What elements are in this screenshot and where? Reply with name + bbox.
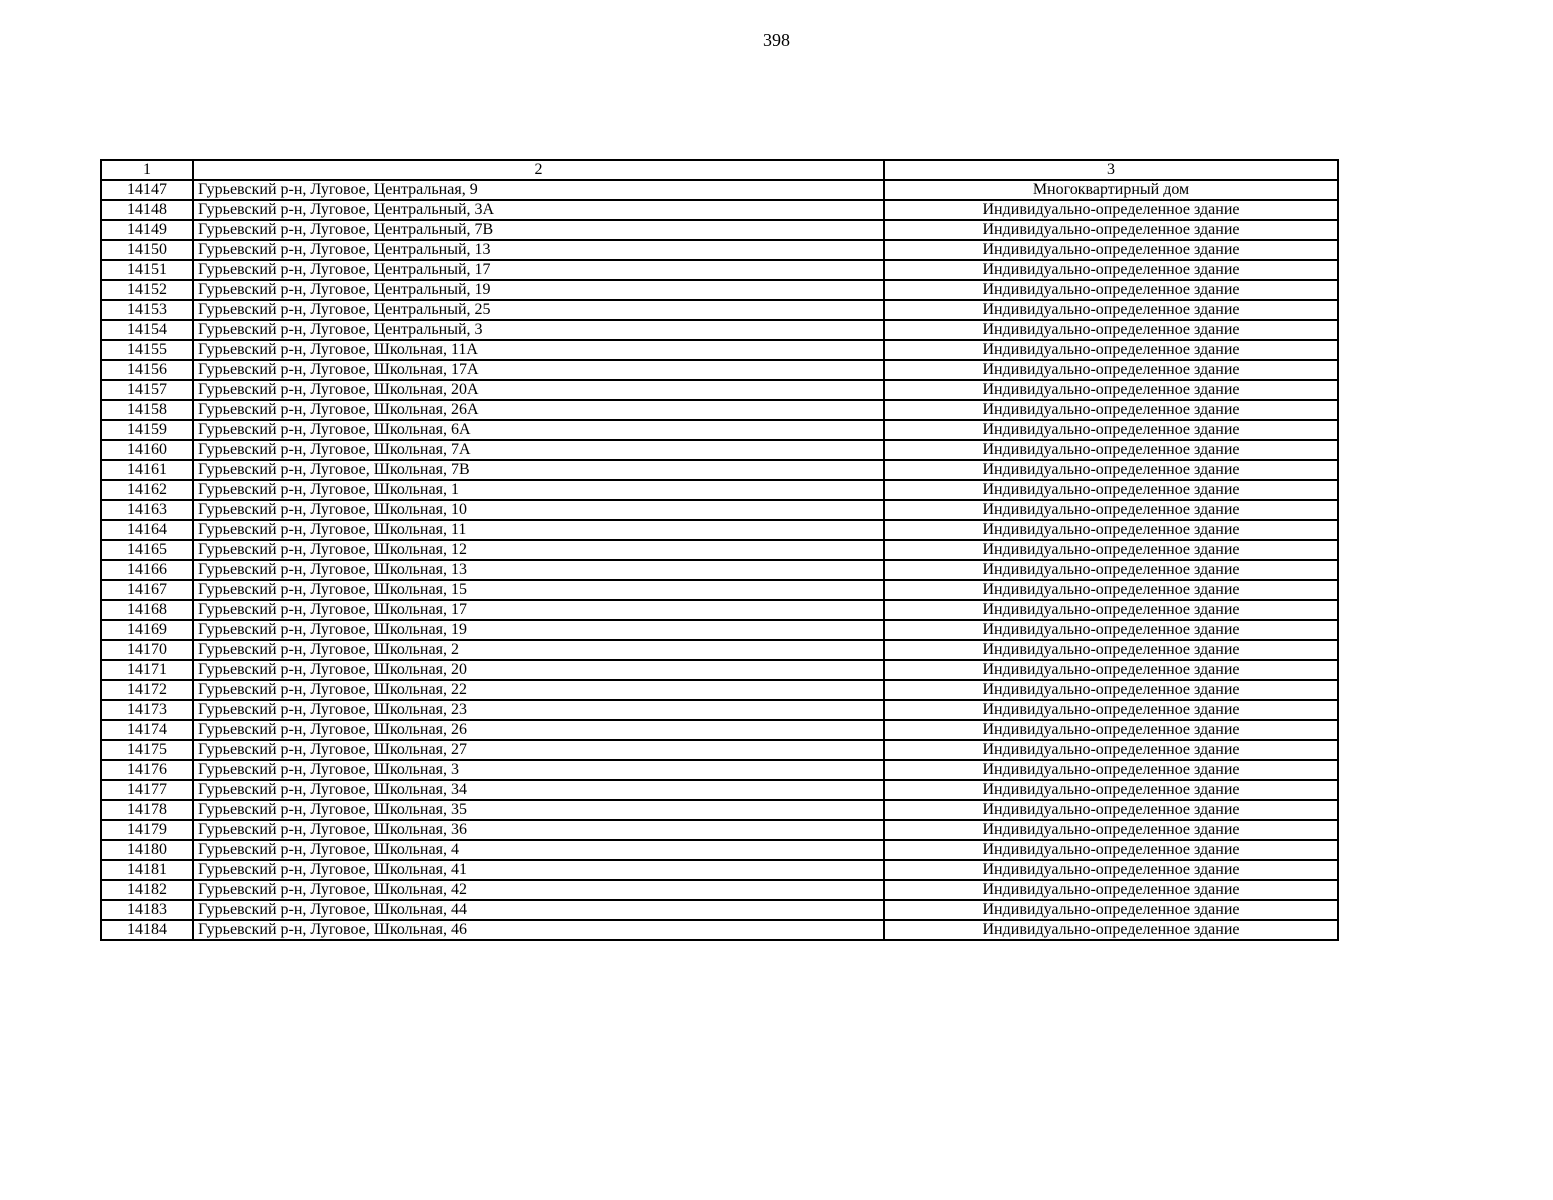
row-number-cell: 14171: [101, 660, 193, 680]
row-number-cell: 14174: [101, 720, 193, 740]
address-cell: Гурьевский р-н, Луговое, Школьная, 42: [193, 880, 884, 900]
row-number-cell: 14181: [101, 860, 193, 880]
table-row: [101, 360, 1338, 380]
address-cell: Гурьевский р-н, Луговое, Школьная, 23: [193, 700, 884, 720]
object-type-cell: Индивидуально-определенное здание: [884, 740, 1338, 760]
table-row: [101, 420, 1338, 440]
table-row: [101, 240, 1338, 260]
address-cell: Гурьевский р-н, Луговое, Школьная, 2: [193, 640, 884, 660]
row-number-cell: 14153: [101, 300, 193, 320]
row-number-cell: 14154: [101, 320, 193, 340]
table-row: [101, 540, 1338, 560]
table-row: [101, 320, 1338, 340]
table-row: [101, 780, 1338, 800]
address-cell: Гурьевский р-н, Луговое, Школьная, 7А: [193, 440, 884, 460]
object-type-cell: Индивидуально-определенное здание: [884, 260, 1338, 280]
object-type-cell: Индивидуально-определенное здание: [884, 520, 1338, 540]
object-type-cell: Индивидуально-определенное здание: [884, 580, 1338, 600]
address-cell: Гурьевский р-н, Луговое, Школьная, 20А: [193, 380, 884, 400]
table-row: [101, 680, 1338, 700]
table-row: [101, 500, 1338, 520]
row-number-cell: 14151: [101, 260, 193, 280]
object-type-cell: Индивидуально-определенное здание: [884, 760, 1338, 780]
row-number-cell: 14156: [101, 360, 193, 380]
object-type-cell: Индивидуально-определенное здание: [884, 440, 1338, 460]
object-type-cell: Индивидуально-определенное здание: [884, 500, 1338, 520]
table-row: [101, 640, 1338, 660]
address-cell: Гурьевский р-н, Луговое, Школьная, 44: [193, 900, 884, 920]
table-row: [101, 220, 1338, 240]
table-row: [101, 880, 1338, 900]
object-type-cell: Индивидуально-определенное здание: [884, 820, 1338, 840]
address-cell: Гурьевский р-н, Луговое, Школьная, 10: [193, 500, 884, 520]
row-number-cell: 14152: [101, 280, 193, 300]
object-type-cell: Индивидуально-определенное здание: [884, 200, 1338, 220]
address-cell: Гурьевский р-н, Луговое, Школьная, 11: [193, 520, 884, 540]
address-cell: Гурьевский р-н, Луговое, Школьная, 1: [193, 480, 884, 500]
row-number-cell: 14177: [101, 780, 193, 800]
row-number-cell: 14179: [101, 820, 193, 840]
table-row: [101, 260, 1338, 280]
address-cell: Гурьевский р-н, Луговое, Центральный, 13: [193, 240, 884, 260]
registry-table: [100, 159, 1339, 941]
address-cell: Гурьевский р-н, Луговое, Школьная, 20: [193, 660, 884, 680]
row-number-cell: 14159: [101, 420, 193, 440]
row-number-cell: 14165: [101, 540, 193, 560]
table-row: [101, 400, 1338, 420]
address-cell: Гурьевский р-н, Луговое, Школьная, 19: [193, 620, 884, 640]
row-number-cell: 14172: [101, 680, 193, 700]
table-row: [101, 660, 1338, 680]
address-cell: Гурьевский р-н, Луговое, Школьная, 15: [193, 580, 884, 600]
address-cell: Гурьевский р-н, Луговое, Школьная, 7В: [193, 460, 884, 480]
object-type-cell: Индивидуально-определенное здание: [884, 300, 1338, 320]
object-type-cell: Индивидуально-определенное здание: [884, 680, 1338, 700]
table-row: [101, 340, 1338, 360]
row-number-cell: 14147: [101, 180, 193, 200]
object-type-cell: Индивидуально-определенное здание: [884, 360, 1338, 380]
object-type-cell: Индивидуально-определенное здание: [884, 880, 1338, 900]
table-row: [101, 380, 1338, 400]
row-number-cell: 14163: [101, 500, 193, 520]
header-row: [101, 160, 1338, 180]
address-cell: Гурьевский р-н, Луговое, Центральный, 3: [193, 320, 884, 340]
header-cell-number: 1: [101, 160, 193, 180]
table-row: [101, 440, 1338, 460]
table-row: [101, 720, 1338, 740]
table-row: [101, 280, 1338, 300]
table-row: [101, 520, 1338, 540]
object-type-cell: Индивидуально-определенное здание: [884, 540, 1338, 560]
table-row: [101, 180, 1338, 200]
row-number-cell: 14175: [101, 740, 193, 760]
address-cell: Гурьевский р-н, Луговое, Школьная, 12: [193, 540, 884, 560]
address-cell: Гурьевский р-н, Луговое, Школьная, 35: [193, 800, 884, 820]
row-number-cell: 14160: [101, 440, 193, 460]
row-number-cell: 14170: [101, 640, 193, 660]
address-cell: Гурьевский р-н, Луговое, Школьная, 13: [193, 560, 884, 580]
address-cell: Гурьевский р-н, Луговое, Школьная, 26А: [193, 400, 884, 420]
address-cell: Гурьевский р-н, Луговое, Центральный, 19: [193, 280, 884, 300]
table-row: [101, 580, 1338, 600]
object-type-cell: Индивидуально-определенное здание: [884, 720, 1338, 740]
address-cell: Гурьевский р-н, Луговое, Центральный, 17: [193, 260, 884, 280]
table-row: [101, 200, 1338, 220]
table-row: [101, 700, 1338, 720]
table-row: [101, 840, 1338, 860]
object-type-cell: Индивидуально-определенное здание: [884, 220, 1338, 240]
address-cell: Гурьевский р-н, Луговое, Школьная, 26: [193, 720, 884, 740]
row-number-cell: 14157: [101, 380, 193, 400]
object-type-cell: Индивидуально-определенное здание: [884, 240, 1338, 260]
address-cell: Гурьевский р-н, Луговое, Школьная, 46: [193, 920, 884, 940]
table-row: [101, 860, 1338, 880]
row-number-cell: 14180: [101, 840, 193, 860]
object-type-cell: Индивидуально-определенное здание: [884, 900, 1338, 920]
row-number-cell: 14162: [101, 480, 193, 500]
object-type-cell: Индивидуально-определенное здание: [884, 660, 1338, 680]
table-row: [101, 480, 1338, 500]
row-number-cell: 14184: [101, 920, 193, 940]
table-row: [101, 600, 1338, 620]
address-cell: Гурьевский р-н, Луговое, Центральная, 9: [193, 180, 884, 200]
row-number-cell: 14178: [101, 800, 193, 820]
address-cell: Гурьевский р-н, Луговое, Школьная, 4: [193, 840, 884, 860]
object-type-cell: Индивидуально-определенное здание: [884, 560, 1338, 580]
address-cell: Гурьевский р-н, Луговое, Школьная, 41: [193, 860, 884, 880]
address-cell: Гурьевский р-н, Луговое, Центральный, 25: [193, 300, 884, 320]
row-number-cell: 14183: [101, 900, 193, 920]
table-row: [101, 740, 1338, 760]
address-cell: Гурьевский р-н, Луговое, Школьная, 11А: [193, 340, 884, 360]
object-type-cell: Индивидуально-определенное здание: [884, 800, 1338, 820]
table-row: [101, 620, 1338, 640]
object-type-cell: Индивидуально-определенное здание: [884, 600, 1338, 620]
object-type-cell: Индивидуально-определенное здание: [884, 460, 1338, 480]
table-row: [101, 820, 1338, 840]
object-type-cell: Индивидуально-определенное здание: [884, 380, 1338, 400]
object-type-cell: Индивидуально-определенное здание: [884, 340, 1338, 360]
object-type-cell: Индивидуально-определенное здание: [884, 780, 1338, 800]
row-number-cell: 14155: [101, 340, 193, 360]
object-type-cell: Индивидуально-определенное здание: [884, 400, 1338, 420]
object-type-cell: Многоквартирный дом: [884, 180, 1338, 200]
object-type-cell: Индивидуально-определенное здание: [884, 920, 1338, 940]
object-type-cell: Индивидуально-определенное здание: [884, 320, 1338, 340]
row-number-cell: 14176: [101, 760, 193, 780]
row-number-cell: 14149: [101, 220, 193, 240]
table-row: [101, 560, 1338, 580]
address-cell: Гурьевский р-н, Луговое, Центральный, 3А: [193, 200, 884, 220]
page-number: 398: [763, 30, 790, 50]
row-number-cell: 14167: [101, 580, 193, 600]
row-number-cell: 14150: [101, 240, 193, 260]
address-cell: Гурьевский р-н, Луговое, Школьная, 22: [193, 680, 884, 700]
row-number-cell: 14148: [101, 200, 193, 220]
object-type-cell: Индивидуально-определенное здание: [884, 420, 1338, 440]
registry-table-body: [101, 160, 1338, 940]
object-type-cell: Индивидуально-определенное здание: [884, 620, 1338, 640]
object-type-cell: Индивидуально-определенное здание: [884, 840, 1338, 860]
row-number-cell: 14168: [101, 600, 193, 620]
address-cell: Гурьевский р-н, Луговое, Школьная, 34: [193, 780, 884, 800]
address-cell: Гурьевский р-н, Луговое, Школьная, 27: [193, 740, 884, 760]
row-number-cell: 14173: [101, 700, 193, 720]
header-cell-type: 3: [884, 160, 1338, 180]
row-number-cell: 14182: [101, 880, 193, 900]
address-cell: Гурьевский р-н, Луговое, Центральный, 7В: [193, 220, 884, 240]
row-number-cell: 14161: [101, 460, 193, 480]
address-cell: Гурьевский р-н, Луговое, Школьная, 6А: [193, 420, 884, 440]
object-type-cell: Индивидуально-определенное здание: [884, 700, 1338, 720]
object-type-cell: Индивидуально-определенное здание: [884, 480, 1338, 500]
table-row: [101, 920, 1338, 940]
row-number-cell: 14158: [101, 400, 193, 420]
address-cell: Гурьевский р-н, Луговое, Школьная, 36: [193, 820, 884, 840]
row-number-cell: 14169: [101, 620, 193, 640]
object-type-cell: Индивидуально-определенное здание: [884, 640, 1338, 660]
address-cell: Гурьевский р-н, Луговое, Школьная, 17: [193, 600, 884, 620]
row-number-cell: 14166: [101, 560, 193, 580]
table-row: [101, 460, 1338, 480]
header-cell-address: 2: [193, 160, 884, 180]
address-cell: Гурьевский р-н, Луговое, Школьная, 3: [193, 760, 884, 780]
address-cell: Гурьевский р-н, Луговое, Школьная, 17А: [193, 360, 884, 380]
table-row: [101, 300, 1338, 320]
object-type-cell: Индивидуально-определенное здание: [884, 280, 1338, 300]
table-row: [101, 900, 1338, 920]
object-type-cell: Индивидуально-определенное здание: [884, 860, 1338, 880]
table-row: [101, 800, 1338, 820]
row-number-cell: 14164: [101, 520, 193, 540]
table-row: [101, 760, 1338, 780]
